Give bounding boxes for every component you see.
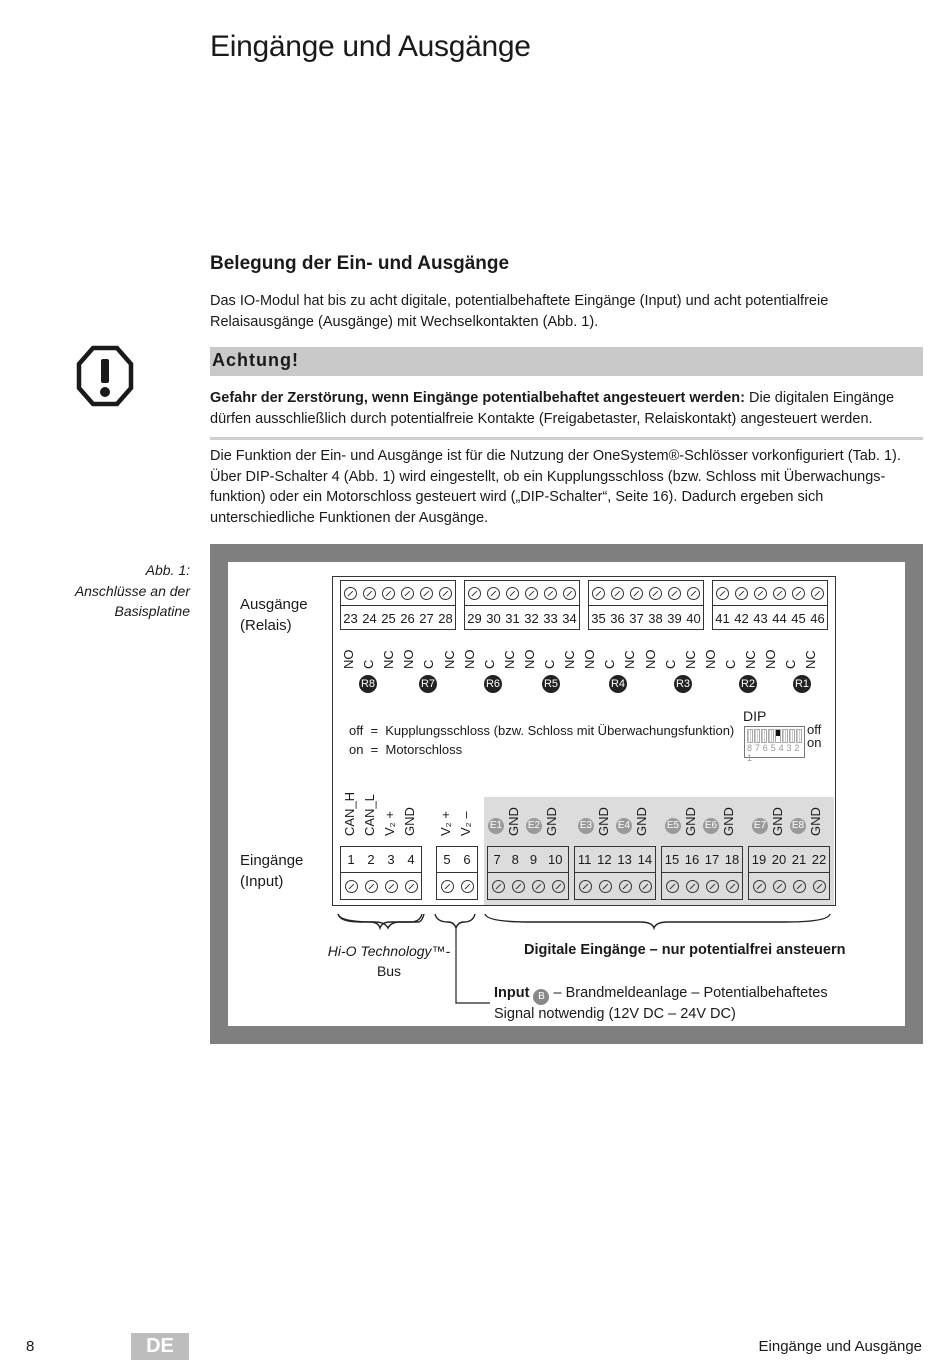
- input-terminal-block: [487, 846, 569, 900]
- legend-on: on = Motorschloss: [349, 742, 463, 757]
- screw-icon: [649, 587, 662, 600]
- screw-icon: [552, 880, 565, 893]
- body-paragraph: Die Funktion der Ein- und Ausgänge ist für die Nutzung der OneSystem®-Schlösser vorkonfiguriert (Tab. 1). Über DIP-Schalter 4 (Abb. 1) wird eingestellt, ob ein Kupplungsschloss (bzw. Schloss mit Überwachungs-funktion) oder ein Motorschloss gesteuert wird („DIP-Schalter“, Seite 16). Dadurch ergeben sich unterschiedliche Funktionen der Ausgänge.: [210, 448, 901, 526]
- screw-icon: [532, 880, 545, 893]
- screw-icon: [619, 880, 632, 893]
- terminal-number: 29: [467, 610, 482, 626]
- screw-icon: [753, 880, 766, 893]
- warning-title: Achtung!: [210, 347, 923, 376]
- legend-off: off = Kupplungsschloss (bzw. Schloss mit Überwachungsfunktion): [349, 723, 735, 738]
- screw-icon: [506, 587, 519, 600]
- screw-icon: [382, 587, 395, 600]
- terminal-numbers: [341, 847, 421, 873]
- screw-icon: [512, 880, 525, 893]
- terminal-number: 42: [734, 610, 749, 626]
- screw-icon: [726, 880, 739, 893]
- screw-row: [575, 873, 655, 900]
- terminal-number: 8: [511, 852, 519, 867]
- screw-icon: [405, 880, 418, 893]
- terminal-number: 5: [443, 852, 451, 867]
- terminal-number: 27: [419, 610, 434, 626]
- screw-icon: [706, 880, 719, 893]
- warning-text: Die digitalen Eingänge dürfen ausschließlich durch potentialfreie Kontakte (Freigabetaster, Relaiskontakt) angesteuert werden.: [210, 390, 895, 427]
- vb-label: V₂ –: [458, 811, 473, 836]
- terminal-number: 32: [524, 610, 539, 626]
- footer-title: Eingänge und Ausgänge: [758, 1338, 922, 1355]
- page-title: Eingänge und Ausgänge: [210, 30, 531, 63]
- gnd-label: GND: [721, 807, 736, 836]
- terminal-numbers: [575, 847, 655, 873]
- gnd-label: GND: [544, 807, 559, 836]
- screw-icon: [365, 880, 378, 893]
- screw-icon: [344, 587, 357, 600]
- screw-icon: [461, 880, 474, 893]
- terminal-number: 14: [637, 852, 653, 867]
- terminal-number: 17: [704, 852, 720, 867]
- dip-toggle: [761, 729, 767, 743]
- relay-contact-label: NO: [461, 649, 477, 669]
- relay-contact-label: NC: [501, 650, 517, 669]
- screw-icon: [592, 587, 605, 600]
- input-terminal-block: [436, 846, 478, 900]
- screw-icon: [363, 587, 376, 600]
- terminal-numbers: [437, 847, 477, 873]
- relay-badge: R8: [359, 675, 377, 693]
- vb-label: V₂ +: [438, 811, 453, 836]
- section-heading: Belegung der Ein- und Ausgänge: [210, 253, 510, 274]
- screw-icon: [579, 880, 592, 893]
- output-terminal-block: [340, 580, 456, 630]
- terminal-numbers: [662, 847, 742, 873]
- relay-contact-label: NO: [763, 649, 779, 669]
- relay-badge: R7: [419, 675, 437, 693]
- relay-contact-label: C: [481, 659, 497, 669]
- terminal-numbers: [341, 606, 455, 630]
- input-b-badge: B: [533, 989, 549, 1005]
- screw-icon: [773, 587, 786, 600]
- relay-contact-label: NO: [642, 649, 658, 669]
- screw-icon: [630, 587, 643, 600]
- terminal-numbers: [488, 847, 568, 873]
- dip-toggle: [768, 729, 774, 743]
- dip-off-label: off: [807, 722, 822, 737]
- relay-badge: R4: [609, 675, 627, 693]
- relay-contact-label: NC: [441, 650, 457, 669]
- bus-caption-line: Bus: [376, 963, 402, 979]
- screw-icon: [563, 587, 576, 600]
- terminal-number: 31: [505, 610, 520, 626]
- input-badge: E7: [752, 818, 768, 834]
- warning-icon: [76, 345, 134, 407]
- relay-contact-label: C: [361, 659, 377, 669]
- terminal-number: 41: [715, 610, 730, 626]
- screw-icon: [687, 587, 700, 600]
- outputs-label-line: (Relais): [240, 617, 292, 634]
- gnd-label: GND: [634, 807, 649, 836]
- input-badge: E3: [578, 818, 594, 834]
- terminal-number: 18: [724, 852, 740, 867]
- terminal-number: 28: [438, 610, 453, 626]
- input-badge: E1: [488, 818, 504, 834]
- terminal-number: 2: [367, 852, 375, 867]
- screw-icon: [668, 587, 681, 600]
- input-terminal-block: [340, 846, 422, 900]
- output-terminal-block: [712, 580, 828, 630]
- terminal-number: 46: [810, 610, 825, 626]
- inputs-label-line: Eingänge: [240, 852, 304, 869]
- terminal-number: 13: [617, 852, 632, 867]
- screw-icon: [385, 880, 398, 893]
- relay-contact-label: C: [421, 659, 437, 669]
- gnd-label: GND: [596, 807, 611, 836]
- relay-badge: R2: [739, 675, 757, 693]
- relay-contact-label: NC: [562, 650, 578, 669]
- warning-bold: Gefahr der Zerstörung, wenn Eingänge potentialbehaftet angesteuert werden:: [210, 390, 745, 406]
- bus-caption-line: Hi-O Technology™-: [327, 943, 451, 959]
- input-terminal-block: [748, 846, 830, 900]
- relay-contact-label: C: [662, 659, 678, 669]
- gnd-label: GND: [506, 807, 521, 836]
- terminal-number: 35: [591, 610, 606, 626]
- relay-contact-label: NC: [743, 650, 758, 669]
- dip-toggle: [747, 729, 753, 743]
- input-badge: E5: [665, 818, 681, 834]
- screw-icon: [611, 587, 624, 600]
- terminal-number: 33: [543, 610, 558, 626]
- terminal-numbers: [465, 606, 579, 630]
- outputs-label: [240, 594, 308, 636]
- caption-line: Anschlüsse an der: [74, 582, 190, 599]
- dip-switch: [744, 726, 805, 763]
- screw-icon: [468, 587, 481, 600]
- dip-on-label: on: [807, 735, 822, 750]
- screw-icon: [686, 880, 699, 893]
- terminal-number: 21: [791, 852, 807, 867]
- terminal-number: 7: [493, 852, 501, 867]
- screw-row: [749, 873, 829, 900]
- screw-icon: [813, 880, 826, 893]
- screw-icon: [599, 880, 612, 893]
- output-terminal-block: [588, 580, 704, 630]
- page-number: 8: [26, 1338, 35, 1355]
- bus-label: CAN_H: [342, 791, 357, 836]
- input-badge: E2: [526, 818, 542, 834]
- terminal-number: 26: [400, 610, 415, 626]
- terminal-number: 22: [811, 852, 827, 867]
- screw-icon: [492, 880, 505, 893]
- terminal-number: 15: [664, 852, 680, 867]
- relay-contact-label: NC: [682, 650, 698, 669]
- bus-label: V₂ +: [382, 811, 397, 836]
- terminal-number: 23: [343, 610, 358, 626]
- relay-contact-label: NO: [702, 649, 718, 669]
- relay-badge: R5: [542, 675, 560, 693]
- screw-row: [437, 873, 477, 900]
- terminal-numbers: [713, 606, 827, 630]
- screw-row: [662, 873, 742, 900]
- terminal-number: 37: [629, 610, 644, 626]
- terminal-number: 39: [667, 610, 682, 626]
- gnd-label: GND: [683, 807, 698, 836]
- relay-contact-label: NO: [341, 649, 356, 669]
- screw-icon: [441, 880, 454, 893]
- dip-toggle: [782, 729, 788, 743]
- terminal-number: 45: [791, 610, 806, 626]
- gnd-label: GND: [770, 807, 785, 836]
- inputs-label-line: (Input): [240, 873, 284, 890]
- screw-row: [341, 581, 455, 606]
- screw-icon: [811, 587, 824, 600]
- input-badge: E8: [790, 818, 806, 834]
- input-terminal-block: [574, 846, 656, 900]
- input-b-text: – Brandmeldeanlage – Potentialbehaftetes: [549, 985, 828, 1001]
- terminal-number: 9: [529, 852, 538, 867]
- screw-icon: [544, 587, 557, 600]
- relay-contact-label: NC: [803, 650, 819, 669]
- relay-contact-label: NC: [622, 650, 638, 669]
- relay-contact-label: NO: [401, 649, 417, 669]
- terminal-number: 1: [347, 852, 355, 867]
- dip-toggle: [796, 729, 802, 743]
- bus-caption: [327, 941, 451, 981]
- terminal-number: 44: [772, 610, 787, 626]
- screw-row: [465, 581, 579, 606]
- dip-numbers: 8 7 6 5 4 3 2 1: [747, 743, 800, 763]
- terminal-number: 25: [381, 610, 396, 626]
- screw-row: [713, 581, 827, 606]
- screw-icon: [401, 587, 414, 600]
- terminal-number: 19: [751, 852, 767, 867]
- screw-icon: [420, 587, 433, 600]
- relay-contact-label: NO: [582, 649, 598, 669]
- screw-icon: [639, 880, 652, 893]
- dip-toggle: [775, 729, 781, 743]
- bus-label: CAN_L: [362, 794, 377, 836]
- relay-contact-label: C: [722, 659, 738, 669]
- terminal-number: 11: [577, 852, 592, 867]
- terminal-number: 6: [463, 852, 471, 867]
- input-badge: E4: [616, 818, 632, 834]
- language-tab: DE: [131, 1333, 189, 1360]
- relay-contact-label: NO: [521, 649, 537, 669]
- terminal-numbers: [589, 606, 703, 630]
- screw-icon: [793, 880, 806, 893]
- terminal-number: 20: [771, 852, 787, 867]
- figure-caption: [40, 560, 190, 622]
- relay-badge: R6: [484, 675, 502, 693]
- screw-row: [589, 581, 703, 606]
- screw-icon: [716, 587, 729, 600]
- screw-icon: [487, 587, 500, 600]
- dip-toggle: [789, 729, 795, 743]
- terminal-number: 36: [610, 610, 625, 626]
- output-terminal-block: [464, 580, 580, 630]
- caption-line: Basisplatine: [114, 603, 190, 619]
- inputs-label: [240, 850, 303, 892]
- relay-contact-label: NC: [381, 650, 397, 669]
- relay-contact-label: C: [783, 659, 799, 669]
- bus-label: GND: [402, 807, 417, 836]
- terminal-number: 38: [648, 610, 663, 626]
- relay-contact-label: C: [602, 659, 618, 669]
- terminal-number: 40: [686, 610, 701, 626]
- terminal-numbers: [749, 847, 829, 873]
- terminal-number: 10: [548, 852, 563, 867]
- divider: [210, 437, 923, 440]
- screw-row: [488, 873, 568, 900]
- input-b-text2: Signal notwendig (12V DC – 24V DC): [494, 1005, 736, 1022]
- input-terminal-block: [661, 846, 743, 900]
- screw-icon: [525, 587, 538, 600]
- screw-icon: [439, 587, 452, 600]
- terminal-number: 3: [387, 852, 395, 867]
- screw-icon: [345, 880, 358, 893]
- terminal-number: 30: [486, 610, 501, 626]
- relay-badge: R1: [793, 675, 811, 693]
- screw-icon: [754, 587, 767, 600]
- outputs-label-line: Ausgänge: [240, 596, 308, 613]
- screw-icon: [792, 587, 805, 600]
- input-b-bold: Input: [494, 985, 530, 1001]
- terminal-number: 34: [562, 610, 577, 626]
- terminal-number: 24: [362, 610, 377, 626]
- screw-icon: [735, 587, 748, 600]
- relay-badge: R3: [674, 675, 692, 693]
- terminal-number: 43: [753, 610, 768, 626]
- gnd-label: GND: [808, 807, 823, 836]
- screw-row: [341, 873, 421, 900]
- digital-inputs-caption: Digitale Eingänge – nur potentialfrei ansteuern: [524, 942, 846, 958]
- input-b-note: [494, 983, 828, 1024]
- caption-line: Abb. 1:: [145, 562, 190, 578]
- screw-icon: [773, 880, 786, 893]
- input-badge: E6: [703, 818, 719, 834]
- relay-contact-label: C: [542, 659, 557, 669]
- terminal-number: 4: [407, 852, 415, 867]
- dip-label: DIP: [743, 708, 767, 724]
- dip-toggle: [754, 729, 760, 743]
- terminal-number: 16: [684, 852, 700, 867]
- terminal-number: 12: [597, 852, 612, 867]
- intro-paragraph: Das IO-Modul hat bis zu acht digitale, potentialbehaftete Eingänge (Input) und acht potentialfreie Relaisausgänge (Ausgänge) mit Wechselkontakten (Abb. 1).: [210, 293, 829, 330]
- warning-paragraph: [210, 388, 925, 429]
- screw-icon: [666, 880, 679, 893]
